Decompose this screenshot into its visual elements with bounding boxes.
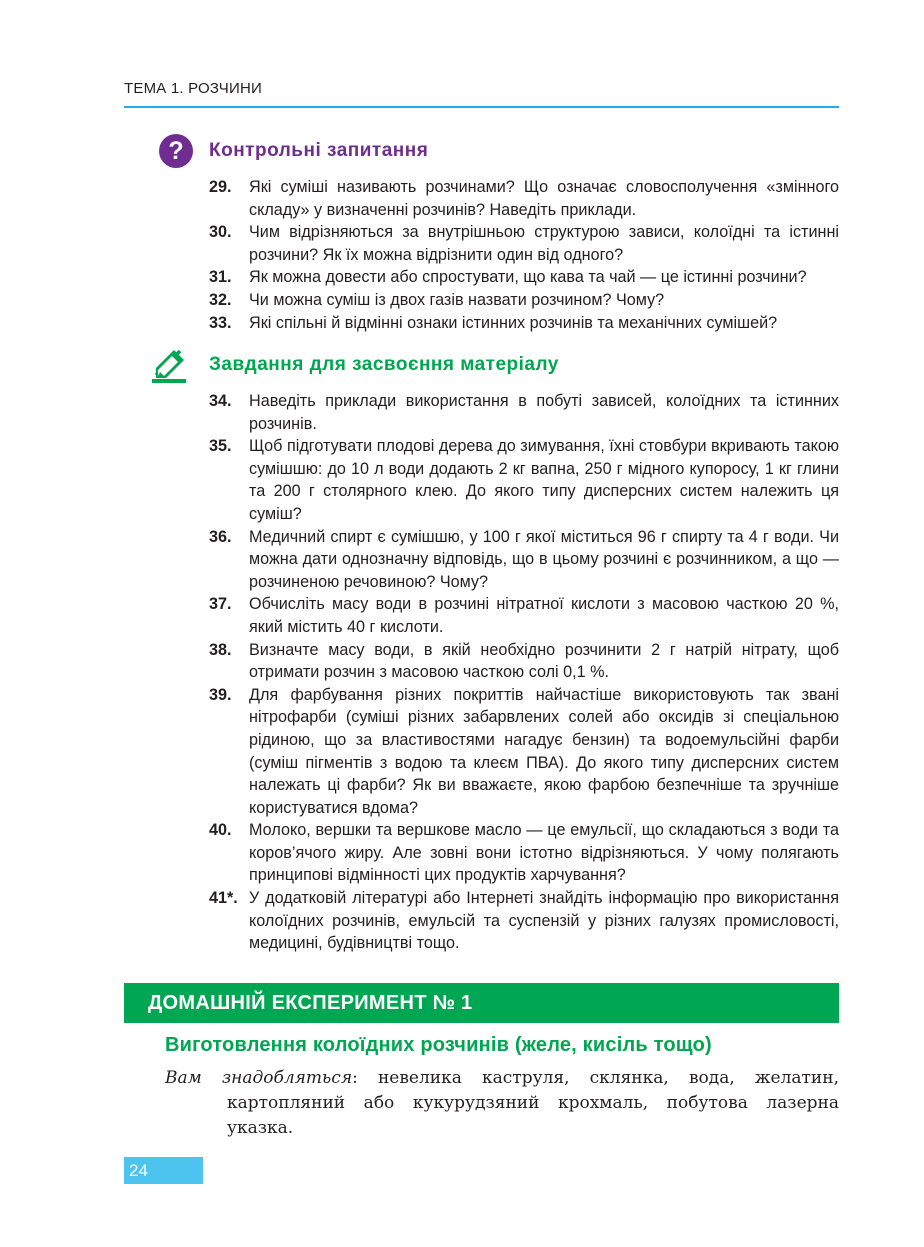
question-icon: ? <box>159 134 193 168</box>
experiment-subtitle: Виготовлення колоїдних розчинів (желе, кисіль тощо) <box>165 1034 712 1056</box>
question-text: Медичний спирт є сумішшю, у 100 г якої міститься 96 г спирту та 4 г води. Чи можна дати однозначну відповідь, що в цьому розчині є розчинником, а що — розчиненою речовиною? Чому? <box>249 527 839 591</box>
question-item <box>209 266 839 289</box>
question-text: Чи можна суміш із двох газів назвати розчином? Чому? <box>249 290 665 309</box>
question-number: 37. <box>209 595 232 614</box>
question-text: Щоб підготувати плодові дерева до зимування, їхні стовбури вкривають такою сумішшю: до 10 л води додають 2 кг вапна, 250 г мідного купоросу, 1 кг глини та 200 г столярного клею. До якого типу дисперсних систем належить ця суміш? <box>249 437 839 523</box>
question-text: Молоко, вершки та вершкове масло — це емульсії, що складаються з води та коров’ячого жиру. Але зовні вони істотно відрізняються. У чому полягають принципові відмінності цих продуктів харчування? <box>249 821 839 885</box>
experiment-banner-title: ДОМАШНІЙ ЕКСПЕРИМЕНТ № 1 <box>148 992 473 1014</box>
question-item <box>209 639 839 684</box>
question-item <box>209 684 839 820</box>
question-number: 38. <box>209 640 232 659</box>
question-number: 36. <box>209 527 232 546</box>
section-title-control-questions: Контрольні запитання <box>209 140 429 161</box>
question-item <box>209 526 839 594</box>
question-number: 35. <box>209 437 232 456</box>
question-text: Які суміші називають розчинами? Що означає словосполучення «змінного складу» у визначенні розчинів? Наведіть приклади. <box>249 178 839 219</box>
question-number: 41*. <box>209 889 238 908</box>
question-number: 31. <box>209 268 232 287</box>
question-number: 39. <box>209 685 232 704</box>
running-title: ТЕМА 1. РОЗЧИНИ <box>124 80 262 97</box>
assignments-list <box>209 390 839 955</box>
question-item <box>209 176 839 221</box>
question-item <box>209 221 839 266</box>
section-title-assignments: Завдання для засвоєння матеріалу <box>209 354 559 375</box>
question-number: 34. <box>209 392 232 410</box>
header-rule <box>124 106 839 108</box>
question-item <box>209 390 839 435</box>
question-number: 30. <box>209 223 232 242</box>
question-item <box>209 593 839 638</box>
question-number: 33. <box>209 313 232 332</box>
question-text: Чим відрізняються за внутрішньою структурою зависи, колоїдні та істинні розчини? Як їх можна відрізнити один від одного? <box>249 223 839 264</box>
question-text: У додатковій літературі або Інтернеті знайдіть інформацію про використання колоїдних розчинів, емульсій та суспензій у різних галузях промисловості, медицині, будівництві тощо. <box>249 889 839 953</box>
question-number: 29. <box>209 178 232 196</box>
question-number: 40. <box>209 821 232 840</box>
question-text: Обчисліть масу води в розчині нітратної кислоти з масовою часткою 20 %, який містить 40 г кислоти. <box>249 595 839 636</box>
materials-lead: Вам знадобляться <box>165 1068 353 1088</box>
materials-text: : невелика каструля, склянка, вода, желатин, картопляний або кукурудзяний крохмаль, побутова лазерна указка. <box>227 1068 839 1138</box>
question-text: Визначте масу води, в якій необхідно розчинити 2 г натрій нітрату, щоб отримати розчин з масовою часткою солі 0,1 %. <box>249 640 839 682</box>
page-number-box <box>124 1157 203 1184</box>
question-text: Які спільні й відмінні ознаки істинних розчинів та механічних сумішей? <box>249 313 778 332</box>
question-item <box>209 435 839 525</box>
control-questions-list <box>209 176 839 334</box>
question-item <box>209 312 839 335</box>
question-text: Як можна довести або спростувати, що кава та чай — це істинні розчини? <box>249 268 807 287</box>
page-number: 24 <box>129 1161 148 1180</box>
question-item <box>209 289 839 312</box>
question-text: Наведіть приклади використання в побуті зависей, колоїдних та істинних розчинів. <box>249 392 839 433</box>
pencil-icon <box>150 344 190 384</box>
experiment-materials <box>165 1066 839 1141</box>
question-item <box>209 819 839 887</box>
question-item <box>209 887 839 955</box>
question-text: Для фарбування різних покриттів найчастіше використовують так звані нітрофарби (суміші різних забарвлених солей або оксидів зі спеціальною рідиною, що за властивостями нагадує бензин) та водоемульсійні фарби (суміш пігментів з водою та клеєм ПВА). До якого типу дисперсних систем належать ці фарби? Як ви вважаєте, якою фарбою безпечніше та зручніше користуватися вдома? <box>249 685 839 817</box>
question-number: 32. <box>209 290 232 309</box>
experiment-banner <box>124 983 839 1023</box>
